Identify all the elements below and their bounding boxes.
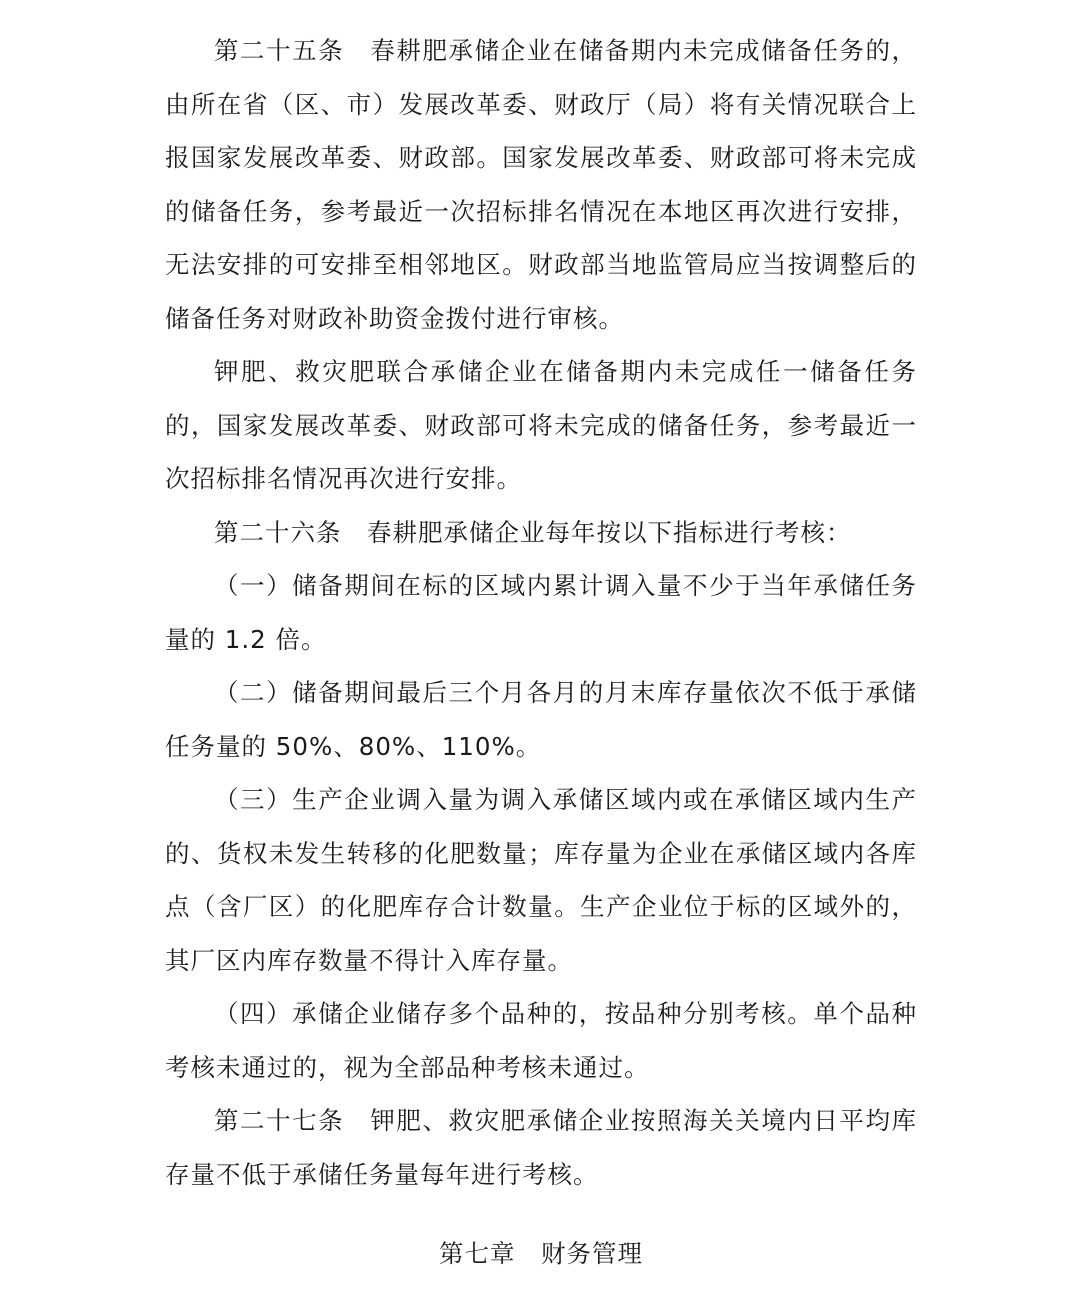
chapter-heading: 第七章 财务管理 (439, 1239, 643, 1268)
article-26-item-2: （二）储备期间最后三个月各月的月末库存量依次不低于承储任务量的 50%、80%、110%。 (165, 678, 917, 761)
article-26-paragraph: 第二十六条 春耕肥承储企业每年按以下指标进行考核： (214, 517, 852, 547)
article-26-item-1: （一）储备期间在标的区域内累计调入量不少于当年承储任务量的 1.2 倍。 (165, 571, 917, 654)
article-25-paragraph: 第二十五条 春耕肥承储企业在储备期内未完成储备任务的，由所在省（区、市）发展改革委、财政厅（局）将有关情况联合上报国家发展改革委、财政部。国家发展改革委、财政部可将未完成的储备任务，参考最近一次招标排名情况在本地区再次进行安排，无法安排的可安排至相邻地区。财政部当地监管局应当按调整后的储备任务对财政补助资金拨付进行审核。 (165, 36, 917, 333)
article-27-paragraph: 第二十七条 钾肥、救灾肥承储企业按照海关关境内日平均库存量不低于承储任务量每年进行考核。 (165, 1106, 917, 1189)
article-25-subparagraph: 钾肥、救灾肥联合承储企业在储备期内未完成任一储备任务的，国家发展改革委、财政部可将未完成的储备任务，参考最近一次招标排名情况再次进行安排。 (165, 357, 917, 493)
article-26-item-3: （三）生产企业调入量为调入承储区域内或在承储区域内生产的、货权未发生转移的化肥数量；库存量为企业在承储区域内各库点（含厂区）的化肥库存合计数量。生产企业位于标的区域外的，其厂区内库存数量不得计入库存量。 (165, 785, 917, 975)
document-page (165, 24, 917, 1281)
article-26-item-4: （四）承储企业储存多个品种的，按品种分别考核。单个品种考核未通过的，视为全部品种考核未通过。 (165, 999, 917, 1082)
